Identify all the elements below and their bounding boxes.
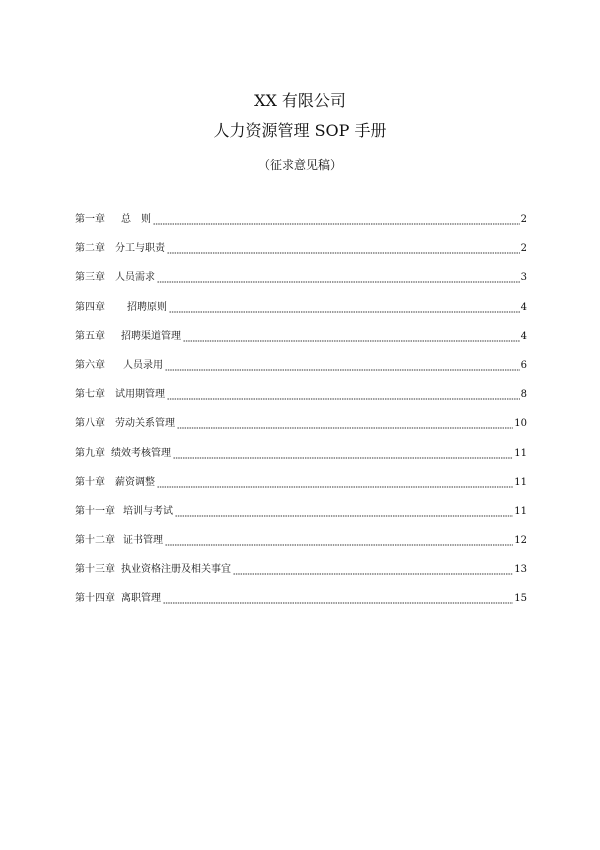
toc-chapter-number: 第七章 <box>75 389 105 401</box>
toc-page-number: 6 <box>520 359 527 371</box>
toc-entry-label <box>75 330 183 344</box>
toc-chapter-title: 分工与职责 <box>115 243 165 255</box>
toc-entry-chapter-9[interactable] <box>75 447 527 476</box>
toc-chapter-title: 劳动关系管理 <box>115 418 175 430</box>
toc-page-number: 11 <box>514 447 527 459</box>
toc-dot-leader <box>233 564 513 575</box>
toc-dot-leader <box>157 272 520 283</box>
toc-chapter-number: 第九章 <box>75 447 105 459</box>
toc-entry-label <box>75 242 167 256</box>
toc-entry-chapter-7[interactable] <box>75 388 527 417</box>
toc-page-number: 4 <box>520 301 527 313</box>
toc-page-number: 12 <box>514 535 527 547</box>
toc-entry-label <box>75 417 177 431</box>
toc-dot-leader <box>165 360 520 371</box>
toc-page-number: 2 <box>520 214 527 225</box>
toc-chapter-title: 执业资格注册及相关事宜 <box>121 564 231 576</box>
toc-chapter-number: 第一章 <box>75 214 105 225</box>
toc-chapter-title: 试用期管理 <box>115 389 165 401</box>
toc-entry-chapter-12[interactable] <box>75 534 527 563</box>
toc-page-number: 2 <box>520 243 527 255</box>
toc-chapter-title: 招聘原则 <box>127 301 167 313</box>
manual-title: 人力资源管理 SOP 手册 <box>213 121 387 140</box>
toc-dot-leader <box>177 418 513 429</box>
toc-entry-label <box>75 563 233 577</box>
toc-dot-leader <box>169 302 520 313</box>
toc-page-number: 3 <box>520 272 527 284</box>
draft-status: （征求意见稿） <box>257 158 342 172</box>
toc-chapter-number: 第十一章 <box>75 505 115 517</box>
toc-entry-label <box>75 505 175 519</box>
toc-page-number: 13 <box>514 564 527 576</box>
toc-chapter-title: 人员需求 <box>115 272 155 284</box>
toc-entry-chapter-4[interactable] <box>75 301 527 330</box>
toc-chapter-number: 第十四章 <box>75 593 115 605</box>
toc-dot-leader <box>173 448 513 459</box>
toc-dot-leader <box>175 506 513 517</box>
toc-chapter-number: 第二章 <box>75 243 105 255</box>
toc-chapter-number: 第六章 <box>75 359 105 371</box>
toc-chapter-number: 第三章 <box>75 272 105 284</box>
toc-chapter-title: 离职管理 <box>121 593 161 605</box>
toc-page-number: 8 <box>520 389 527 401</box>
toc-chapter-title: 培训与考试 <box>123 505 173 517</box>
toc-page-number: 4 <box>520 330 527 342</box>
toc-dot-leader <box>183 331 520 342</box>
toc-chapter-title: 总 则 <box>121 214 151 225</box>
toc-chapter-title: 人员录用 <box>123 359 163 371</box>
toc-entry-chapter-3[interactable] <box>75 271 527 300</box>
toc-chapter-title: 薪资调整 <box>115 476 155 488</box>
toc-dot-leader <box>165 535 513 546</box>
toc-entry-chapter-2[interactable] <box>75 242 527 271</box>
toc-entry-label <box>75 271 157 285</box>
company-name: XX 有限公司 <box>254 91 346 110</box>
toc-chapter-number: 第十二章 <box>75 535 115 547</box>
table-of-contents <box>75 213 527 622</box>
toc-entry-chapter-14[interactable] <box>75 592 527 621</box>
toc-page-number: 15 <box>514 593 527 605</box>
toc-entry-chapter-8[interactable] <box>75 417 527 446</box>
toc-dot-leader <box>167 243 520 254</box>
toc-entry-label <box>75 359 165 373</box>
toc-chapter-number: 第五章 <box>75 330 105 342</box>
toc-entry-label <box>75 388 167 402</box>
toc-dot-leader <box>157 477 513 488</box>
toc-entry-label <box>75 301 169 315</box>
toc-page-number: 11 <box>514 476 527 488</box>
toc-page-number: 10 <box>514 418 527 430</box>
toc-chapter-number: 第十章 <box>75 476 105 488</box>
toc-chapter-number: 第十三章 <box>75 564 115 576</box>
toc-chapter-number: 第八章 <box>75 418 105 430</box>
toc-page-number: 11 <box>514 505 527 517</box>
toc-dot-leader <box>163 593 513 604</box>
toc-entry-label <box>75 213 153 227</box>
toc-entry-chapter-5[interactable] <box>75 330 527 359</box>
toc-dot-leader <box>167 389 520 400</box>
toc-entry-label <box>75 592 163 606</box>
toc-entry-chapter-13[interactable] <box>75 563 527 592</box>
toc-entry-chapter-6[interactable] <box>75 359 527 388</box>
toc-chapter-title: 证书管理 <box>123 535 163 547</box>
toc-entry-label <box>75 447 173 461</box>
toc-dot-leader <box>153 214 520 225</box>
toc-entry-chapter-10[interactable] <box>75 476 527 505</box>
toc-entry-label <box>75 476 157 490</box>
toc-chapter-title: 绩效考核管理 <box>111 447 171 459</box>
toc-entry-chapter-1[interactable] <box>75 213 527 242</box>
toc-entry-label <box>75 534 165 548</box>
toc-entry-chapter-11[interactable] <box>75 505 527 534</box>
toc-chapter-number: 第四章 <box>75 301 105 313</box>
toc-chapter-title: 招聘渠道管理 <box>121 330 181 342</box>
